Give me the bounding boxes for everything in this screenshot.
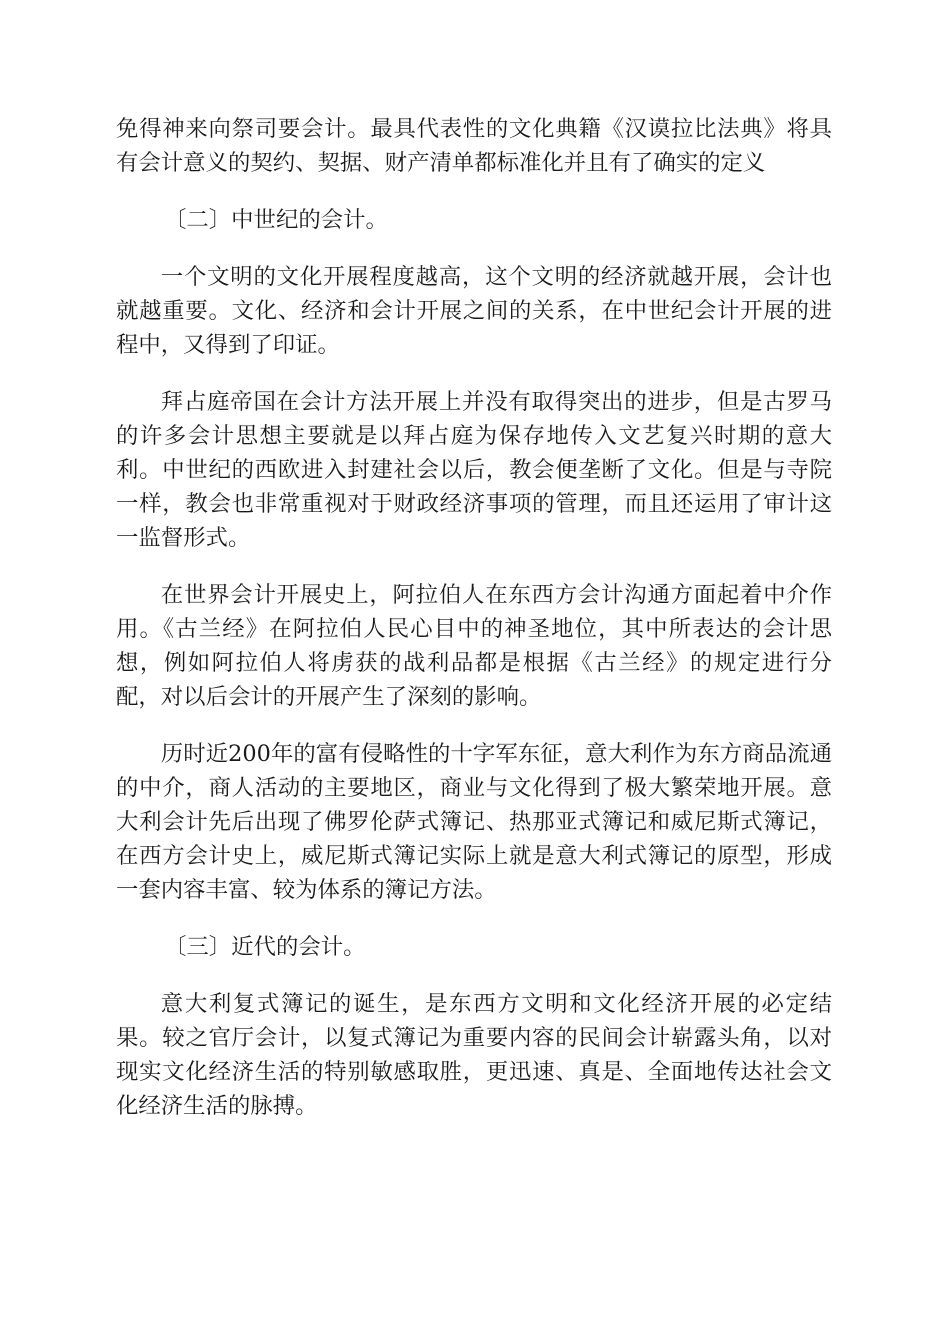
section-heading-medieval: 〔二〕中世纪的会计。 — [164, 207, 388, 233]
section-heading-modern: 〔三〕近代的会计。 — [164, 934, 366, 960]
paragraph: 在世界会计开展史上，阿拉伯人在东西方会计沟通方面起着中介作用。《古兰经》在阿拉伯人民心目中的神圣地位，其中所表达的会计思想，例如阿拉伯人将虏获的战利品都是根据《古兰经》的规定进行分配，对以后会计的开展产生了深刻的影响。 — [116, 582, 832, 710]
document-body — [116, 112, 832, 1146]
paragraph: 历时近200年的富有侵略性的十字军东征，意大利作为东方商品流通的中介，商人活动的主要地区，商业与文化得到了极大繁荣地开展。意大利会计先后出现了佛罗伦萨式簿记、热那亚式簿记和威尼斯式簿记，在西方会计史上，威尼斯式簿记实际上就是意大利式簿记的原型，形成一套内容丰富、较为体系的簿记方法。 — [116, 741, 832, 903]
paragraph: 一个文明的文化开展程度越高，这个文明的经济就越开展，会计也就越重要。文化、经济和会计开展之间的关系，在中世纪会计开展的进程中，又得到了印证。 — [116, 264, 832, 358]
paragraph: 意大利复式簿记的诞生，是东西方文明和文化经济开展的必定结果。较之官厅会计，以复式簿记为重要内容的民间会计崭露头角，以对现实文化经济生活的特别敏感取胜，更迅速、真是、全面地传达社会文化经济生活的脉搏。 — [116, 991, 832, 1119]
paragraph-continued: 免得神来向祭司要会计。最具代表性的文化典籍《汉谟拉比法典》将具有会计意义的契约、契据、财产清单都标准化并且有了确实的定义 — [116, 116, 832, 176]
paragraph: 拜占庭帝国在会计方法开展上并没有取得突出的进步，但是古罗马的许多会计思想主要就是以拜占庭为保存地传入文艺复兴时期的意大利。中世纪的西欧进入封建社会以后，教会便垄断了文化。但是与寺院一样，教会也非常重视对于财政经济事项的管理，而且还运用了审计这一监督形式。 — [116, 389, 832, 551]
